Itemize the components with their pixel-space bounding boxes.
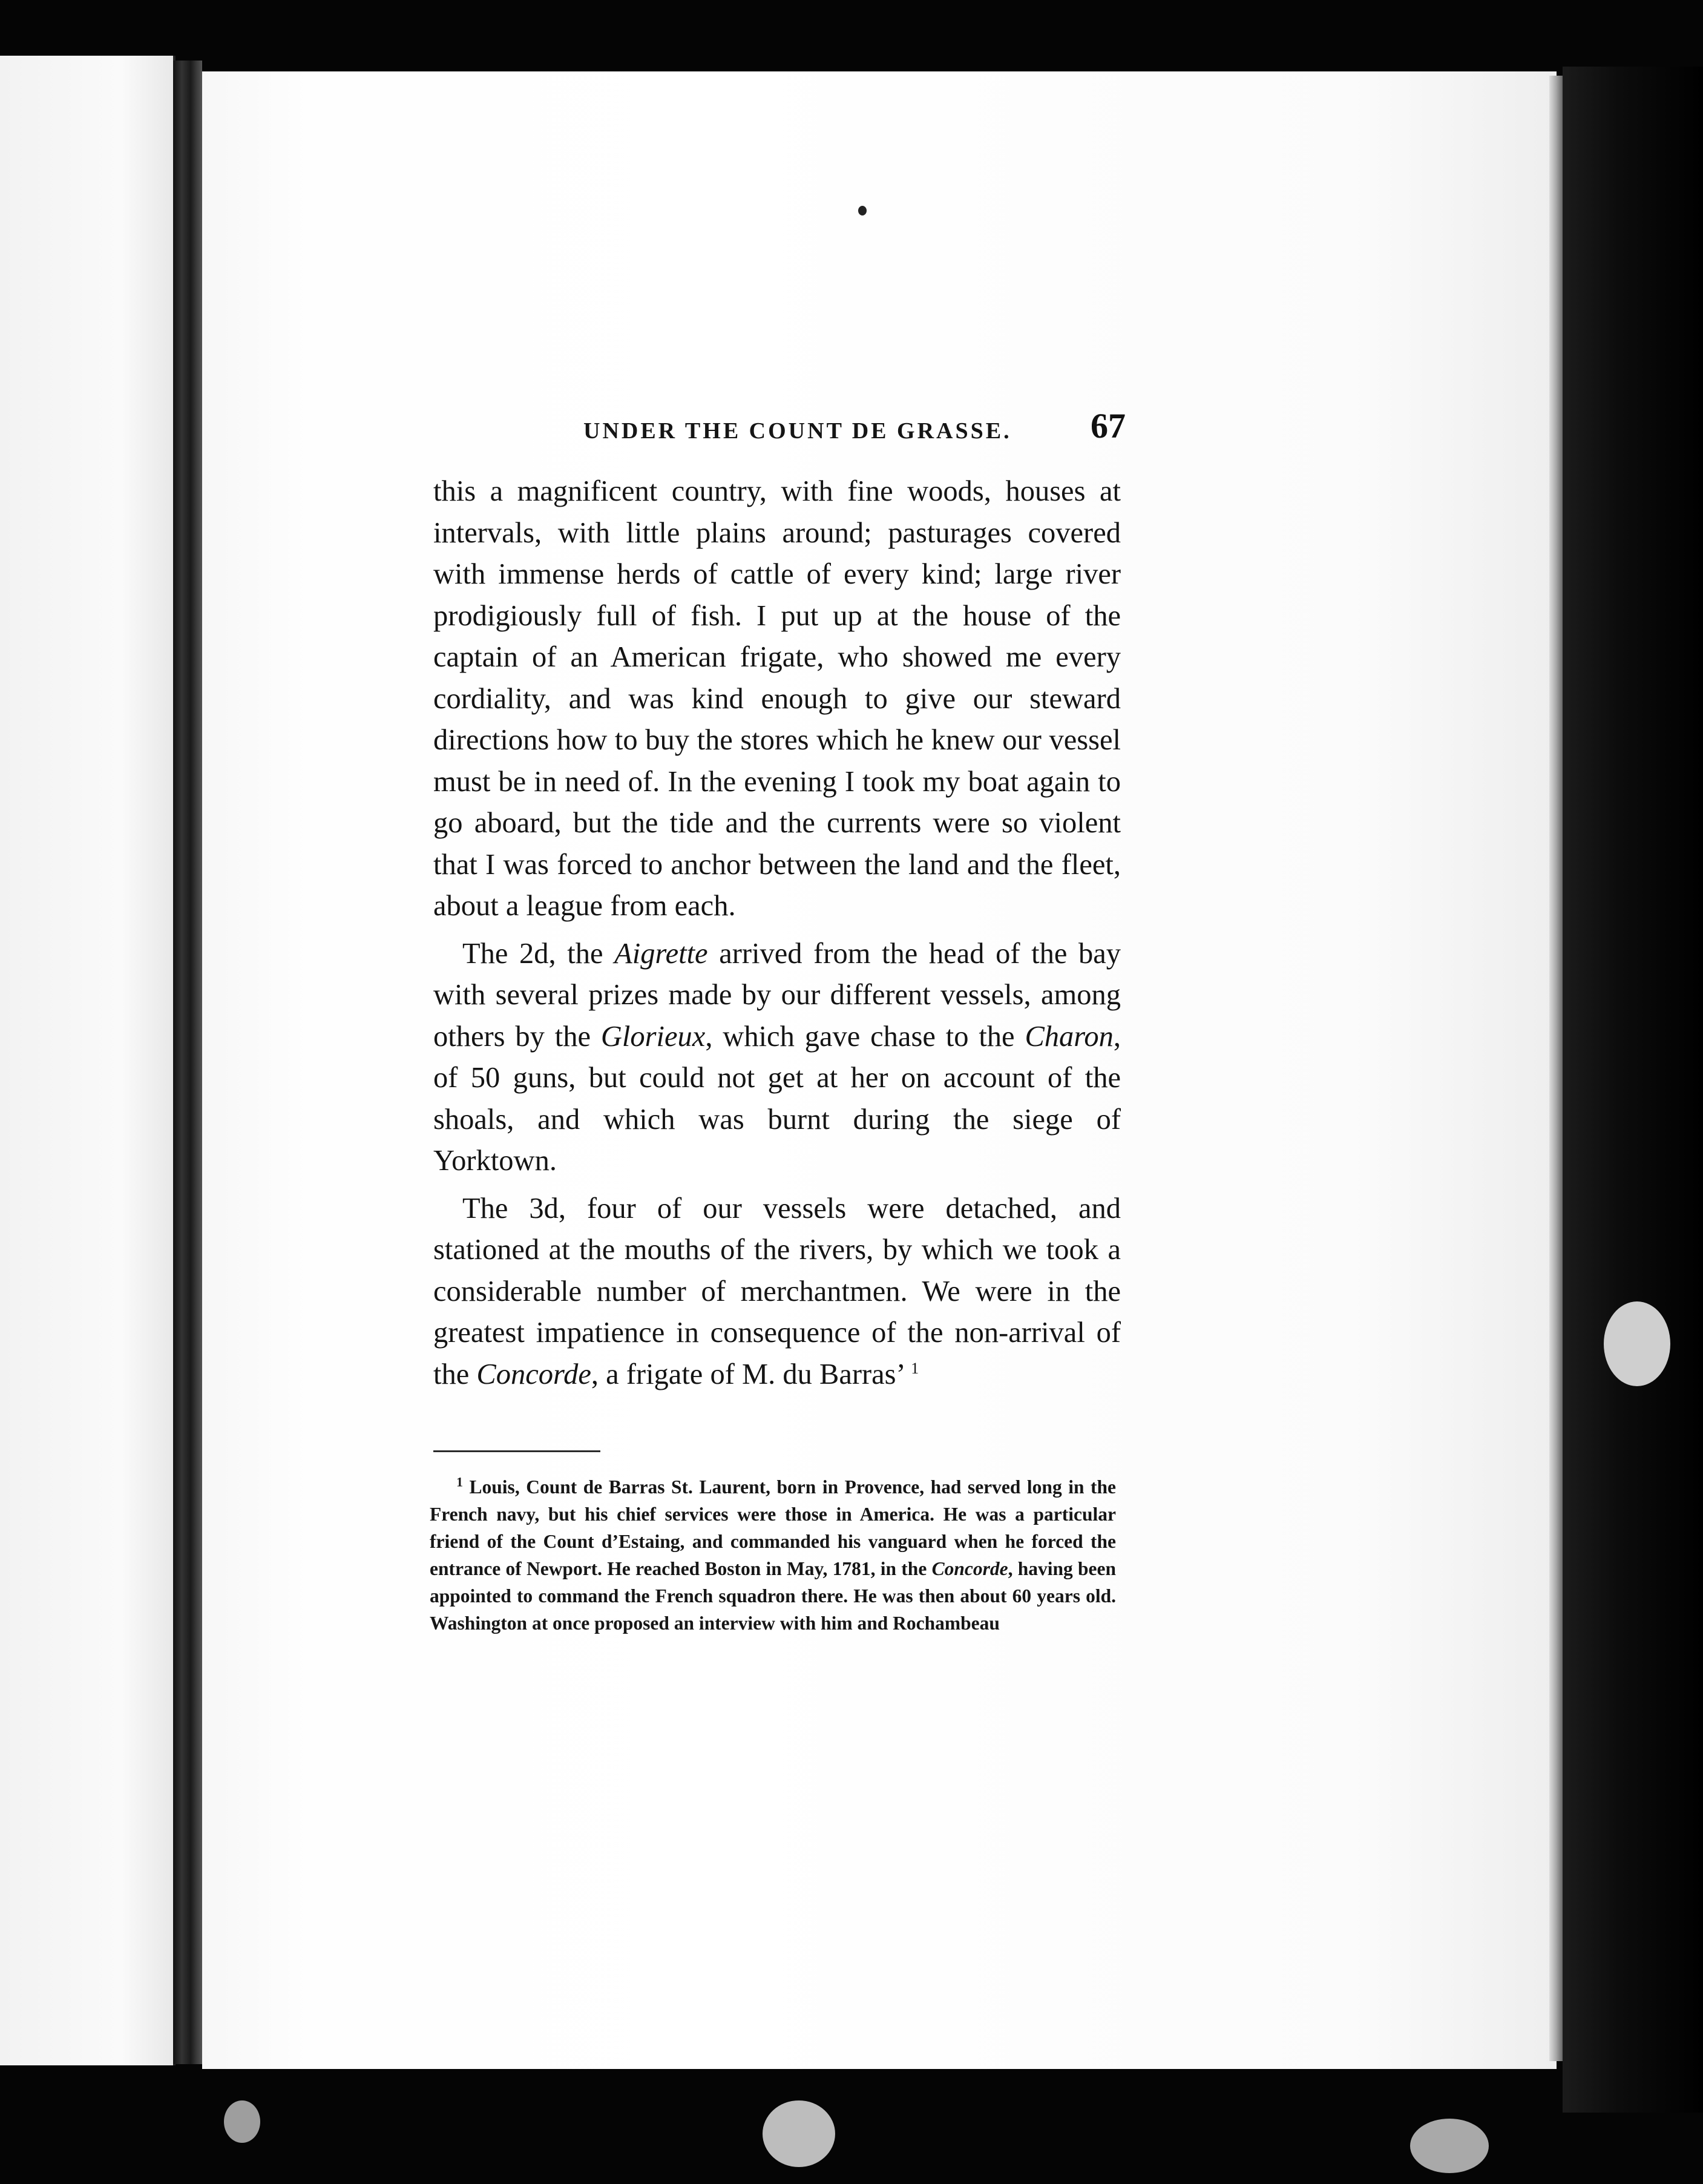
paper-damage-spot	[763, 2100, 835, 2167]
footnote-reference: 1	[911, 1359, 919, 1377]
paragraph-3-text: , a frigate of M. du Barras’	[591, 1358, 904, 1390]
footnote-divider	[433, 1450, 600, 1452]
page-number: 67	[1091, 406, 1126, 446]
ship-name-concorde: Concorde	[476, 1358, 591, 1390]
ship-name-glorieux: Glorieux	[600, 1020, 706, 1053]
paper-damage-spot	[224, 2100, 260, 2143]
footnote-ship-name: Concorde	[931, 1558, 1008, 1579]
paper-damage-spot	[1410, 2119, 1489, 2173]
paragraph-3	[433, 1188, 1121, 1396]
footnote	[430, 1473, 1116, 1637]
facing-page-edge	[0, 56, 176, 2065]
running-head	[424, 406, 1126, 454]
paragraph-2-text: , of 50 guns, but could not get at her on account of the shoals, and which was burnt during the siege of Yorktown.	[433, 1020, 1121, 1177]
ship-name-aigrette: Aigrette	[614, 937, 708, 970]
paper-damage-spot	[1604, 1301, 1670, 1386]
paragraph-2-text: arrived from the head of the bay with several prizes made by our different vessels, among others by the	[433, 937, 1121, 1053]
footnote-text: , having been appointed to command the French squadron there. He was then about 60 years old. Washington at once proposed an interview with him and Rochambeau	[430, 1558, 1116, 1634]
running-head-title: UNDER THE COUNT DE GRASSE.	[583, 418, 1012, 444]
ship-name-charon: Charon	[1025, 1020, 1114, 1053]
paragraph-3-text: The 3d, four of our vessels were detached, and stationed at the mouths of the rivers, by which we took a considerable number of merchantmen. We were in the greatest impatience in consequence of the non-arrival of the	[433, 1192, 1121, 1390]
page-fore-edge	[1549, 76, 1563, 2061]
book-gutter	[173, 61, 202, 2064]
footnote-marker: 1	[456, 1474, 463, 1490]
footnote-text: Louis, Count de Barras St. Laurent, born in Provence, had served long in the French navy, but his chief services were those in America. He was a particular friend of the Count d’Estaing, and commanded his vanguard when he forced the entrance of Newport. He reached Boston in May, 1781, in the	[430, 1476, 1117, 1579]
body-text	[433, 471, 1121, 1395]
paragraph-2	[433, 933, 1121, 1182]
scan-border	[1563, 67, 1703, 2113]
paragraph-1: this a magnificent country, with fine woods, houses at intervals, with little plains around; pasturages covered with immense herds of cattle of every kind; large river prodigiously full of fish. I put up at the house of the captain of an American frigate, who showed me every cordiality, and was kind enough to give our steward directions how to buy the stores which he knew our vessel must be in need of. In the evening I took my boat again to go aboard, but the tide and the currents were so violent that I was forced to anchor between the land and the fleet, about a league from each.	[433, 475, 1121, 922]
paragraph-2-text: , which gave chase to the	[705, 1020, 1025, 1053]
paragraph-2-text: The 2d, the	[462, 937, 615, 970]
ink-speck	[858, 206, 867, 215]
